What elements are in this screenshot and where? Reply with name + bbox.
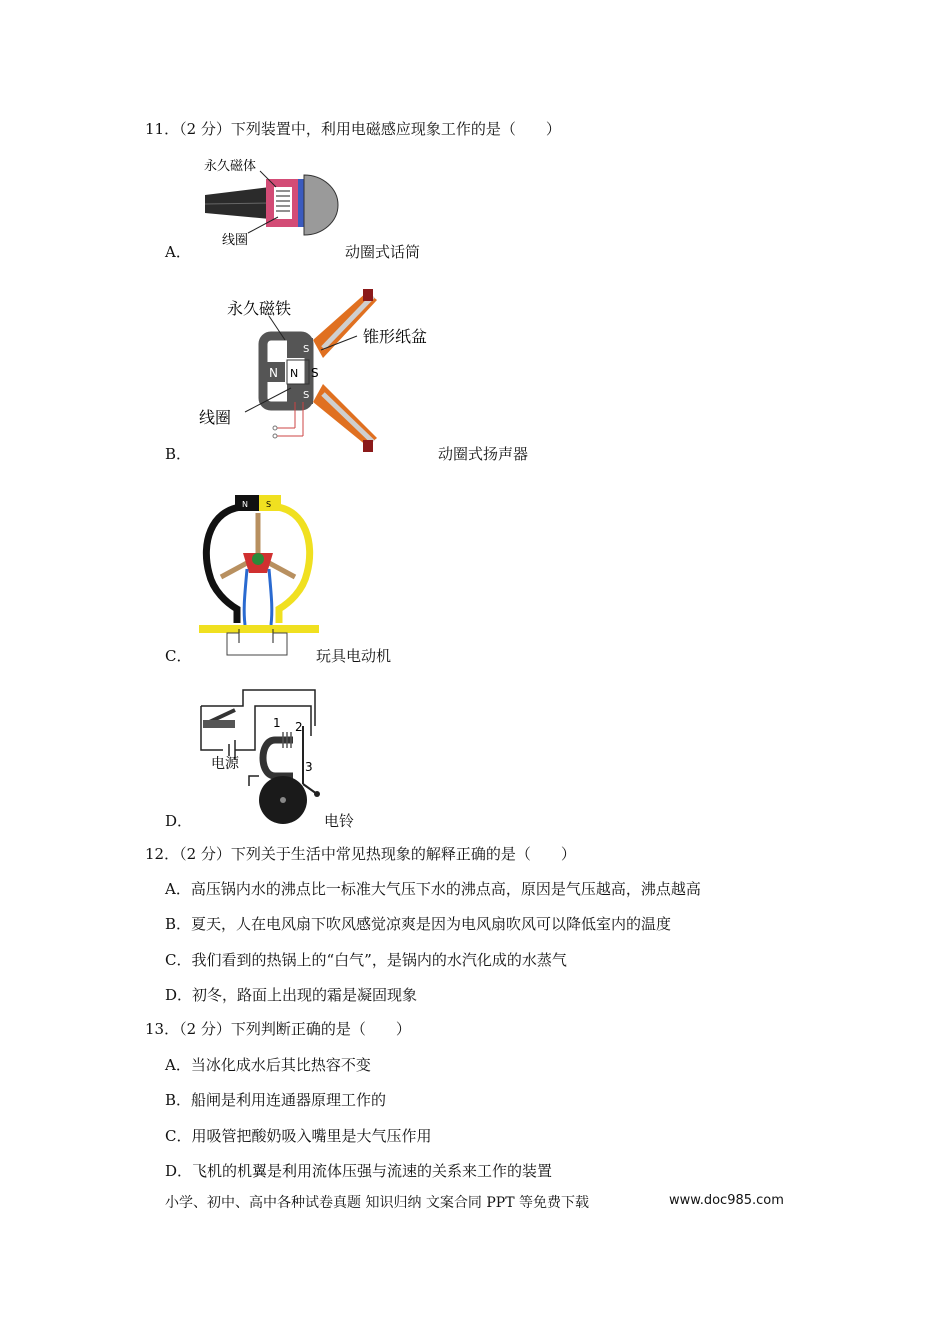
loudspeaker-s-top: S <box>303 344 310 355</box>
motor-n-pole: N <box>242 500 248 509</box>
loudspeaker-s-bottom: S <box>303 390 310 401</box>
bell-point-2: 2 <box>295 720 303 734</box>
q13-option-a: A．当冰化成水后其比热容不变 <box>165 1056 371 1074</box>
footer-text: 小学、初中、高中各种试卷真题 知识归纳 文案合同 PPT 等免费下载 <box>165 1195 589 1211</box>
q11-option-b-caption: 动圈式扬声器 <box>438 445 529 463</box>
electric-bell-diagram <box>193 686 328 826</box>
q12-option-c: C．我们看到的热锅上的“白气”，是锅内的水汽化成的水蒸气 <box>165 951 567 969</box>
bell-point-1: 1 <box>273 716 281 730</box>
q11-option-d-letter: D． <box>165 812 193 830</box>
bell-power-label: 电源 <box>211 756 239 772</box>
loudspeaker-magnet-label: 永久磁铁 <box>227 299 292 318</box>
q13-option-d: D．飞机的机翼是利用流体压强与流速的关系来工作的装置 <box>165 1162 553 1180</box>
q13-stem: 13．（2 分）下列判断正确的是（ ） <box>145 1020 411 1038</box>
loudspeaker-coil-label: 线圈 <box>199 408 232 427</box>
motor-s-pole: S <box>266 500 272 509</box>
q11-option-a-letter: A． <box>165 243 191 261</box>
microphone-diagram <box>200 153 345 248</box>
loudspeaker-n-pole: N <box>269 366 278 380</box>
q11-option-c-caption: 玩具电动机 <box>316 647 392 665</box>
q11-option-d-caption: 电铃 <box>324 812 355 830</box>
footer-url[interactable]: www.doc985.com <box>669 1193 784 1208</box>
q12-stem: 12．（2 分）下列关于生活中常见热现象的解释正确的是（ ） <box>145 845 576 863</box>
q12-option-b: B．夏天，人在电风扇下吹风感觉凉爽是因为电风扇吹风可以降低室内的温度 <box>165 915 672 933</box>
q11-stem: 11．（2 分）下列装置中，利用电磁感应现象工作的是（ ） <box>145 120 561 138</box>
q11-option-b-letter: B． <box>165 445 192 463</box>
q12-option-a: A．高压锅内水的沸点比一标准大气压下水的沸点高，原因是气压越高，沸点越高 <box>165 880 701 898</box>
q11-option-c-letter: C． <box>165 647 192 665</box>
microphone-coil-label: 线圈 <box>222 233 249 248</box>
microphone-magnet-label: 永久磁体 <box>204 159 257 174</box>
q12-option-d: D．初冬，路面上出现的霜是凝固现象 <box>165 986 418 1004</box>
loudspeaker-n-inner: N <box>290 367 299 380</box>
loudspeaker-diagram <box>195 288 440 456</box>
bell-point-3: 3 <box>305 760 313 774</box>
q11-option-a-caption: 动圈式话筒 <box>345 243 421 261</box>
loudspeaker-cone-label: 锥形纸盆 <box>363 327 428 346</box>
toy-motor-diagram <box>193 493 323 661</box>
q13-option-c: C．用吸管把酸奶吸入嘴里是大气压作用 <box>165 1127 432 1145</box>
q13-option-b: B．船闸是利用连通器原理工作的 <box>165 1091 387 1109</box>
loudspeaker-s-pole: S <box>311 366 319 380</box>
